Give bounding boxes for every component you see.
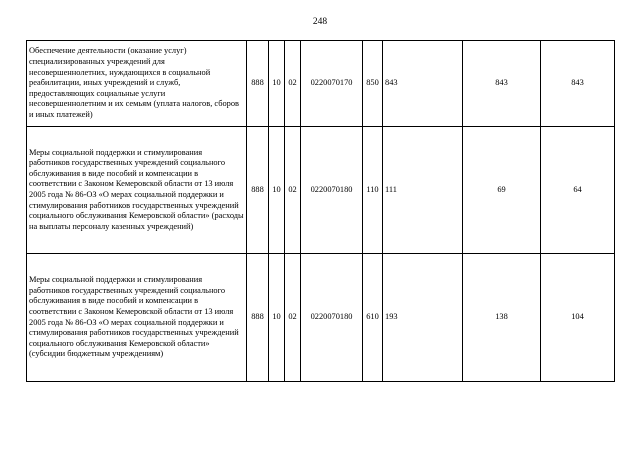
section-code: 10 — [269, 41, 285, 127]
row-description: Меры социальной поддержки и стимулирования работников государственных учреждений социального обслуживания в виде пособий и компенсации в соответствии с Законом Кемеровской области от 13 июля 2005 года № 86-ОЗ «О мерах социальной поддержки и стимулирования работников государственных учреждений социального обслуживания Кемеровской области» (субсидии бюджетным учреждениям) — [27, 254, 247, 382]
subsection-code: 02 — [285, 41, 301, 127]
section-code: 10 — [269, 254, 285, 382]
subsection-code: 02 — [285, 254, 301, 382]
amount-year3: 64 — [541, 127, 615, 254]
amount-year1: 193 — [383, 254, 463, 382]
row-description: Обеспечение деятельности (оказание услуг) специализированных учреждений для несовершеннолетних, нуждающихся в социальной реабилитации, иных учреждений и служб, предоставляющих социальные услуги несовершеннолетним и их семьям (уплата налогов, сборов и иных платежей) — [27, 41, 247, 127]
table-row — [27, 127, 615, 254]
table-row — [27, 254, 615, 382]
budget-table — [26, 40, 615, 382]
expense-type-code: 610 — [363, 254, 383, 382]
ministry-code: 888 — [247, 254, 269, 382]
amount-year2: 69 — [463, 127, 541, 254]
amount-year2: 138 — [463, 254, 541, 382]
expense-type-code: 850 — [363, 41, 383, 127]
amount-year1: 111 — [383, 127, 463, 254]
target-article-code: 0220070180 — [301, 254, 363, 382]
subsection-code: 02 — [285, 127, 301, 254]
ministry-code: 888 — [247, 41, 269, 127]
ministry-code: 888 — [247, 127, 269, 254]
expense-type-code: 110 — [363, 127, 383, 254]
target-article-code: 0220070170 — [301, 41, 363, 127]
amount-year3: 843 — [541, 41, 615, 127]
table-row — [27, 41, 615, 127]
amount-year3: 104 — [541, 254, 615, 382]
section-code: 10 — [269, 127, 285, 254]
target-article-code: 0220070180 — [301, 127, 363, 254]
row-description: Меры социальной поддержки и стимулирования работников государственных учреждений социального обслуживания в виде пособий и компенсации в соответствии с Законом Кемеровской области от 13 июля 2005 года № 86-ОЗ «О мерах социальной поддержки и стимулирования работников государственных учреждений социального обслуживания Кемеровской области» (расходы на выплаты персоналу казенных учреждений) — [27, 127, 247, 254]
amount-year2: 843 — [463, 41, 541, 127]
amount-year1: 843 — [383, 41, 463, 127]
page-number: 248 — [312, 17, 328, 27]
